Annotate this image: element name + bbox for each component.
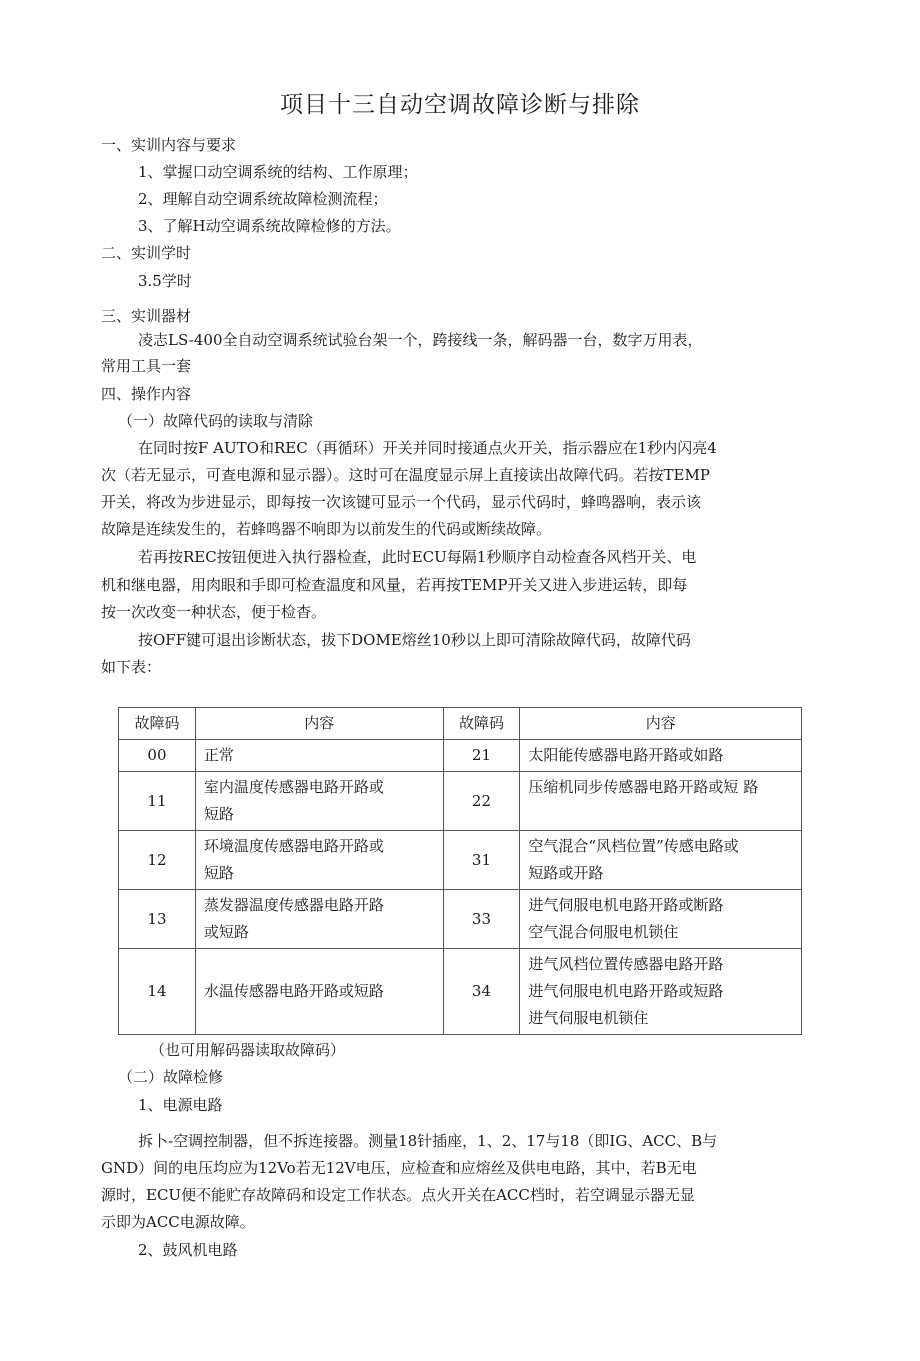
subsection-heading-2: （二）故障检修 bbox=[118, 1068, 224, 1086]
paragraph-line: 次（若无显示，可查电源和显示器）。这时可在温度显示屏上直接读出故障代码。若按TEMP bbox=[101, 466, 710, 484]
fault-code: 14 bbox=[119, 949, 196, 1035]
table-row bbox=[119, 740, 802, 772]
fault-description: 室内温度传感器电路开路或 短路 bbox=[195, 772, 443, 831]
fault-description: 空气混合“风档位置”传感电路或 短路或开路 bbox=[520, 831, 802, 890]
fault-code: 21 bbox=[443, 740, 520, 772]
paragraph-line: 机和继电器，用肉眼和手即可检查温度和风量，若再按TEMP开关又进入步进运转，即每 bbox=[101, 576, 688, 594]
paragraph-line: 拆卜-空调控制器，但不拆连接器。测量18针插座，1、2、17与18（即IG、ACC、B与 bbox=[138, 1132, 718, 1150]
list-item: 1、掌握口动空调系统的结构、工作原理； bbox=[138, 163, 418, 181]
list-item: 3、了解H动空调系统故障检修的方法。 bbox=[138, 217, 401, 235]
list-item: 1、电源电路 bbox=[138, 1096, 223, 1114]
equipment-line: 凌志LS-400全自动空调系统试验台架一个，跨接线一条，解码器一台，数字万用表， bbox=[138, 331, 703, 349]
fault-description: 太阳能传感器电路开路或如路 bbox=[520, 740, 802, 772]
fault-description: 蒸发器温度传感器电路开路 或短路 bbox=[195, 890, 443, 949]
paragraph-line: GND）间的电压均应为12Vo若无12V电压，应检查和应熔丝及供电电路，其中，若B无电 bbox=[101, 1159, 697, 1177]
section-heading-3: 三、实训器材 bbox=[101, 307, 192, 325]
section-heading-2: 二、实训学时 bbox=[101, 244, 192, 262]
header-code: 故障码 bbox=[119, 708, 196, 740]
hours-text: 3.5学时 bbox=[138, 272, 192, 290]
paragraph-line: 开关，将改为步进显示，即每按一次该键可显示一个代码，显示代码时，蜂鸣器响，表示该 bbox=[101, 493, 702, 511]
section-heading-4: 四、操作内容 bbox=[101, 385, 192, 403]
header-content: 内容 bbox=[520, 708, 802, 740]
fault-description: 水温传感器电路开路或短路 bbox=[195, 949, 443, 1035]
list-item: 2、理解自动空调系统故障检测流程； bbox=[138, 190, 388, 208]
equipment-line: 常用工具一套 bbox=[101, 357, 192, 375]
table-row bbox=[119, 772, 802, 831]
table-row bbox=[119, 890, 802, 949]
paragraph-line: 源时，ECU便不能贮存故障码和设定工作状态。点火开关在ACC档时，若空调显示器无显 bbox=[101, 1186, 695, 1204]
paragraph-line: 在同时按F AUTO和REC（再循环）开关并同时接通点火开关，指示器应在1秒内闪亮4 bbox=[138, 439, 717, 457]
table-row bbox=[119, 831, 802, 890]
fault-code: 31 bbox=[443, 831, 520, 890]
fault-code: 00 bbox=[119, 740, 196, 772]
fault-description: 进气伺服电机电路开路或断路 空气混合伺服电机锁住 bbox=[520, 890, 802, 949]
fault-description: 正常 bbox=[195, 740, 443, 772]
table-row bbox=[119, 949, 802, 1035]
fault-description: 压缩机同步传感器电路开路或短 路 bbox=[520, 772, 802, 831]
table-header-row bbox=[119, 708, 802, 740]
fault-code: 22 bbox=[443, 772, 520, 831]
paragraph-line: 若再按REC按钮便进入执行器检查，此时ECU每隔1秒顺序自动检查各风档开关、电 bbox=[138, 548, 697, 566]
list-item: 2、鼓风机电路 bbox=[138, 1241, 238, 1259]
fault-code: 11 bbox=[119, 772, 196, 831]
fault-description: 进气风档位置传感器电路开路 进气伺服电机电路开路或短路 进气伺服电机锁住 bbox=[520, 949, 802, 1035]
section-heading-1: 一、实训内容与要求 bbox=[101, 136, 237, 154]
fault-description: 环境温度传感器电路开路或 短路 bbox=[195, 831, 443, 890]
subsection-heading-1: （一）故障代码的读取与清除 bbox=[118, 412, 314, 430]
header-code: 故障码 bbox=[443, 708, 520, 740]
fault-code: 13 bbox=[119, 890, 196, 949]
paragraph-line: 如下表： bbox=[101, 658, 162, 676]
paragraph-line: 示即为ACC电源故障。 bbox=[101, 1213, 255, 1231]
table-note: （也可用解码器读取故障码） bbox=[150, 1041, 346, 1059]
paragraph-line: 按一次改变一种状态，便于检杳。 bbox=[101, 603, 327, 621]
page-title: 项目十三自动空调故障诊断与排除 bbox=[280, 92, 640, 118]
paragraph-line: 按OFF键可退出诊断状态，拔下DOME熔丝10秒以上即可清除故障代码，故障代码 bbox=[138, 631, 691, 649]
header-content: 内容 bbox=[195, 708, 443, 740]
fault-code: 34 bbox=[443, 949, 520, 1035]
fault-code: 12 bbox=[119, 831, 196, 890]
fault-code-table bbox=[118, 707, 802, 1035]
paragraph-line: 故障是连续发生的，若蜂鸣器不响即为以前发生的代码或断续故障。 bbox=[101, 520, 552, 538]
fault-code: 33 bbox=[443, 890, 520, 949]
